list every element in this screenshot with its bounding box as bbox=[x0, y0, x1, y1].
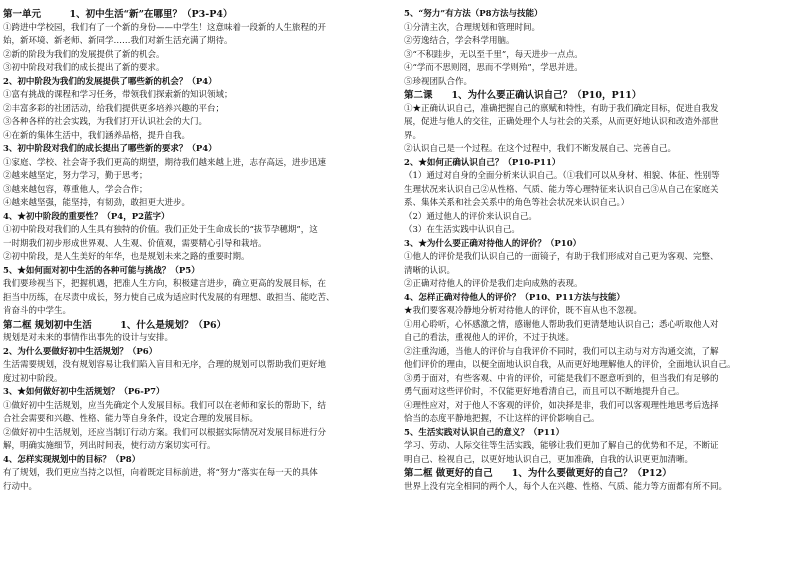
text-line: ①做好初中生活规划，应当先确定个人发展目标。我们可以在老师和家长的帮助下，结 bbox=[3, 400, 327, 411]
text-line: ②越来越坚定，努力学习，勤于思考； bbox=[3, 171, 148, 181]
question-heading: 4、怎样正确对待他人的评价？（P10、P11方法与技能） bbox=[404, 292, 625, 303]
section-heading: 第二课 1、为什么要正确认识自己？（P10，P11） bbox=[404, 90, 642, 101]
text-line: ②丰富多彩的社团活动，给我们提供更多培养兴趣的平台； bbox=[3, 103, 225, 114]
text-line: ①他人的评价是我们认识自己的一面镜子，有助于我们形成对自己更为客观、完整、 bbox=[404, 252, 719, 262]
question-heading: 2、初中阶段为我们的发展提供了哪些新的机会？（P4） bbox=[3, 76, 217, 87]
text-line: 我们要珍视当下，把握机遇，把准人生方向，积极建言进步，确立更高的发展目标，在 bbox=[3, 279, 327, 289]
question-heading: 2、为什么要做好初中生活规划？（P6） bbox=[3, 346, 158, 357]
text-line: ③“不积跬步，无以至千里”，每天进步一点点。 bbox=[404, 49, 583, 60]
text-line: ②做好初中生活规划，还应当制订行动方案。我们可以根据实际情况对发展目标进行分 bbox=[3, 427, 327, 438]
question-heading: 4、★初中阶段的重要性？（P4，P2蓝字） bbox=[3, 211, 170, 222]
section-heading: 第一单元 1、初中生活“新”在哪里？（P3-P4） bbox=[3, 9, 233, 20]
text-line: 他们评价的理由，以便全面地认识自我，从而更好地理解他人的评价，全面地认识自己。 bbox=[404, 360, 736, 370]
left-column bbox=[3, 8, 391, 494]
section-heading: 第二框 做更好的自己 1、为什么要做更好的自己？（P12） bbox=[404, 468, 672, 479]
text-line: 生活需要规划，没有规划容易让我们陷入盲目和无序，合理的规划可以帮助我们更好地 bbox=[3, 360, 327, 370]
text-line: 解，明确实施细节，列出时间表，使行动方案切实可行。 bbox=[3, 441, 216, 451]
text-line: ①初中阶段对我们的人生具有独特的价值。我们正处于生命成长的“拔节孕穗期”，这 bbox=[3, 225, 318, 235]
question-heading: 3、初中阶段对我们的成长提出了哪些新的要求？（P4） bbox=[3, 144, 217, 154]
question-heading: 5、“努力”有方法（P8方法与技能） bbox=[404, 9, 543, 19]
text-line: 系、集体关系和社会关系中的角色等社会状况来认识自己。） bbox=[404, 198, 630, 208]
text-line: ②初中阶段，是人生美好的年华，也是规划未来之路的重要时期。 bbox=[3, 252, 250, 262]
text-line: 始，新环境、新老师、新同学……我们对新生活充满了期待。 bbox=[3, 36, 233, 46]
text-line: 勇气面对这些评价时，不仅能更好地看清自己，而且可以不断地提升自己。 bbox=[404, 387, 685, 397]
text-line: 规划是对未来的事情作出事先的设计与安排。 bbox=[3, 333, 174, 343]
text-line: ①跨进中学校园，我们有了一个新的身份——中学生！这意味着一段新的人生旅程的开 bbox=[3, 22, 327, 33]
text-line: ★我们要客观冷静地分析对待他人的评价，既不盲从也不忽视。 bbox=[404, 306, 643, 316]
text-line: ②正确对待他人的评价是我们走向成熟的表现。 bbox=[404, 279, 583, 289]
text-line: ③勇于面对，有些客观、中肯的评价，可能是我们不愿意听到的，但当我们有足够的 bbox=[404, 373, 719, 384]
text-line: （3）在生活实践中认识自己。 bbox=[404, 225, 520, 235]
text-line: ②新的阶段为我们的发展提供了新的机会。 bbox=[3, 49, 165, 60]
text-line: ④越来越坚强，能坚持，有韧劲，敢担更大进步。 bbox=[3, 198, 191, 208]
text-line: ①富有挑战的课程和学习任务，带领我们探索新的知识领域； bbox=[3, 90, 233, 100]
text-line: ④在新的集体生活中，我们涵养品格，提升自我。 bbox=[3, 130, 191, 141]
question-heading: 5、★如何面对初中生活的各种可能与挑战？（P5） bbox=[3, 265, 200, 276]
text-line: ①分清主次，合理规划和管理时间。 bbox=[404, 22, 541, 33]
text-line: 清晰的认识。 bbox=[404, 265, 456, 276]
text-line: 自己的看法，重视他人的评价，不过于执迷。 bbox=[404, 333, 575, 343]
text-line: 肯奋斗的中学生。 bbox=[3, 306, 72, 316]
text-line: 展，促进与他人的交往，正确处理个人与社会的关系，从而更好地认识和改造外部世 bbox=[404, 117, 719, 127]
text-line: ①家庭、学校、社会寄予我们更高的期望，期待我们越来越上进，志存高远，进步迅速 bbox=[3, 157, 327, 168]
text-line: ③越来越包容，尊重他人，学会合作； bbox=[3, 184, 148, 195]
question-heading: 2、★如何正确认识自己？（P10-P11） bbox=[404, 157, 561, 168]
text-line: ③初中阶段对我们的成长提出了新的要求。 bbox=[3, 63, 165, 73]
text-line: 一时期我们初步形成世界观、人生观、价值观，需要精心引导和栽培。 bbox=[3, 238, 267, 249]
text-line: ①★正确认识自己，准确把握自己的禀赋和特性，有助于我们确定目标，促进自我发 bbox=[404, 103, 719, 114]
text-line: ②注重沟通，当他人的评价与自我评价不同时，我们可以主动与对方沟通交流，了解 bbox=[404, 346, 719, 357]
text-line: ④理性应对，对于他人不客观的评价，如决择是非，我们可以客观理性地思考后选择 bbox=[404, 400, 719, 411]
text-line: 度过初中阶段。 bbox=[3, 373, 63, 384]
question-heading: 4、怎样实现规划中的目标？（P8） bbox=[3, 454, 141, 465]
text-line: 界。 bbox=[404, 130, 422, 141]
text-line: ③各种各样的社会实践，为我们打开认识社会的大门。 bbox=[3, 117, 208, 127]
text-line: ④“学而不思则罔，思而不学则殆”，学思并进。 bbox=[404, 63, 583, 73]
text-line: 明自己、检视自己，以更好地认识自己，更加准确，自我的认识更更加清晰。 bbox=[404, 454, 694, 465]
text-line: ①用心聆听，心怀感激之情，感谢他人帮助我们更清楚地认识自己；悉心听取他人对 bbox=[404, 319, 719, 330]
text-line: ②认识自己是一个过程。在这个过程中，我们不断发展自己、完善自己。 bbox=[404, 144, 677, 154]
text-line: 恰当的态度平静地把握，不让这样的评价影响自己。 bbox=[404, 414, 600, 424]
section-heading: 第二框 规划初中生活 1、什么是规划？（P6） bbox=[3, 319, 227, 331]
text-line: 世界上没有完全相同的两个人，每个人在兴趣、性格、气质、能力等方面都有所不同。 bbox=[404, 481, 728, 492]
right-column bbox=[404, 8, 790, 494]
question-heading: 5、生活实践对认识自己的意义？（P11） bbox=[404, 427, 565, 438]
text-line: ②劳逸结合，学会科学用脑。 bbox=[404, 36, 515, 46]
text-line: 生理状况来认识自己②从性格、气质、能力等心理特征来认识自己③从自己在家庭关 bbox=[404, 184, 719, 195]
text-line: 学习、劳动、人际交往等生活实践，能够让我们更加了解自己的优势和不足，不断证 bbox=[404, 441, 719, 451]
text-line: 合社会需要和兴趣、性格、能力等自身条件，设定合理的发展目标。 bbox=[3, 414, 259, 424]
text-line: 行动中。 bbox=[3, 481, 38, 492]
text-line: 拒当中历练，在尽责中成长，努力使自己成为适应时代发展的有理想、敢担当、能吃苦、 bbox=[3, 292, 335, 303]
text-line: ⑤珍视团队合作。 bbox=[404, 76, 473, 87]
text-line: （1）通过对自身的全面分析来认识自己。（①我们可以从身材、相貌、体征、性别等 bbox=[404, 171, 720, 181]
question-heading: 3、★如何做好初中生活规划？（P6-P7） bbox=[3, 387, 165, 397]
question-heading: 3、★为什么要正确对待他人的评价？（P10） bbox=[404, 238, 582, 249]
text-line: （2）通过他人的评价来认识自己。 bbox=[404, 211, 537, 222]
text-line: 有了规划，我们更应当持之以恒，向着既定目标前进，将“努力”落实在每一天的具体 bbox=[3, 468, 318, 478]
